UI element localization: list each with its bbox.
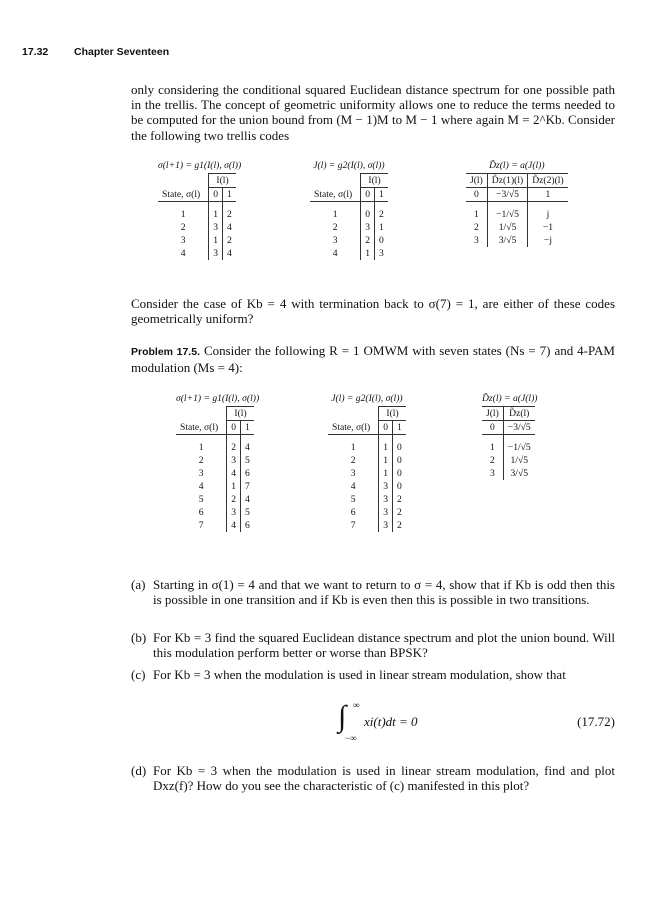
j-cell: 3 xyxy=(490,468,495,479)
value-cell: 3 xyxy=(209,221,223,234)
value-cell: 0 xyxy=(393,480,406,493)
j-cell: 0 xyxy=(482,421,503,435)
value-cell: 1 xyxy=(375,221,388,234)
value-cell: 4 xyxy=(241,493,254,506)
value-cell: 0 xyxy=(393,441,406,454)
value-cell: −j xyxy=(528,234,568,247)
input-1: 1 xyxy=(223,188,236,202)
table-row xyxy=(176,454,254,467)
part-label: (b) xyxy=(131,630,147,645)
state-header: State, σ(l) xyxy=(310,188,361,202)
value-cell: 2 xyxy=(393,506,406,519)
table-row xyxy=(482,441,535,454)
problem-statement xyxy=(131,343,615,375)
table-row xyxy=(176,506,254,519)
d-header: D̃z(l) xyxy=(503,407,534,421)
part-d xyxy=(131,763,615,793)
table-row xyxy=(482,454,535,467)
value-cell: 3 xyxy=(209,247,223,260)
table-row xyxy=(158,247,236,260)
table-row xyxy=(466,234,568,247)
state-cell: 4 xyxy=(180,248,186,259)
state-header: State, σ(l) xyxy=(158,188,209,202)
j-header: J(l) xyxy=(482,407,503,421)
table-row xyxy=(328,519,406,532)
value-cell: 2 xyxy=(227,493,241,506)
table-row xyxy=(158,221,236,234)
table-row xyxy=(328,454,406,467)
value-cell: −3/√5 xyxy=(503,421,534,435)
table-row xyxy=(176,493,254,506)
equation-number: (17.72) xyxy=(577,714,615,729)
j-cell: 2 xyxy=(474,222,479,233)
table-row xyxy=(328,480,406,493)
value-cell: 4 xyxy=(223,247,236,260)
value-cell: 1 xyxy=(361,247,375,260)
state-cell: 3 xyxy=(350,468,356,479)
value-cell: −1/√5 xyxy=(503,441,534,454)
table-row xyxy=(158,234,236,247)
table-row xyxy=(328,493,406,506)
state-cell: 2 xyxy=(198,455,204,466)
page-number: 17.32 xyxy=(22,46,49,58)
state-cell: 2 xyxy=(350,455,356,466)
state-cell: 7 xyxy=(350,520,356,531)
value-cell: 1/√5 xyxy=(487,221,527,234)
part-b xyxy=(131,630,615,660)
value-cell: 1 xyxy=(379,454,393,467)
value-cell: 5 xyxy=(241,454,254,467)
input-1: 1 xyxy=(393,421,406,435)
j-cell: 1 xyxy=(474,209,479,220)
value-cell: 4 xyxy=(227,519,241,532)
value-cell: 3/√5 xyxy=(487,234,527,247)
value-cell: j xyxy=(528,208,568,221)
table-row xyxy=(310,208,388,221)
state-cell: 5 xyxy=(198,494,204,505)
input-0: 0 xyxy=(227,421,241,435)
state-cell: 2 xyxy=(332,222,338,233)
state-header: State, σ(l) xyxy=(176,421,227,435)
state-cell: 6 xyxy=(198,507,204,518)
value-cell: 7 xyxy=(241,480,254,493)
integral-sign: ∫ xyxy=(338,700,347,733)
output-table-2 xyxy=(328,393,406,532)
value-cell: 0 xyxy=(393,454,406,467)
upper-limit: ∞ xyxy=(353,700,360,710)
table-row xyxy=(328,467,406,480)
value-cell: 0 xyxy=(361,208,375,221)
value-cell: 2 xyxy=(393,493,406,506)
running-header xyxy=(22,46,169,58)
state-cell: 7 xyxy=(198,520,204,531)
table-row xyxy=(176,480,254,493)
input-0: 0 xyxy=(379,421,393,435)
j-cell: 2 xyxy=(490,455,495,466)
value-cell: 2 xyxy=(375,208,388,221)
value-cell: 2 xyxy=(393,519,406,532)
d2-header: D̃z(2)(l) xyxy=(528,174,568,188)
table-row xyxy=(310,247,388,260)
part-label: (c) xyxy=(131,667,146,682)
input-header: I(l) xyxy=(379,407,406,421)
state-header: State, σ(l) xyxy=(328,421,379,435)
value-cell: 3 xyxy=(379,480,393,493)
state-cell: 1 xyxy=(350,442,356,453)
j-cell: 0 xyxy=(466,188,487,202)
state-cell: 3 xyxy=(180,235,186,246)
value-cell: 1 xyxy=(209,234,223,247)
j-cell: 3 xyxy=(474,235,479,246)
table-caption: D̃z(l) = a(J(l)) xyxy=(482,393,538,404)
table-row xyxy=(466,221,568,234)
part-text: Starting in σ(1) = 4 and that we want to return to σ = 4, show that if Kb is odd then this is possible in one transition and if Kb is even then this is possible in two transitions. xyxy=(153,577,615,608)
value-cell: 6 xyxy=(241,467,254,480)
value-cell: 3 xyxy=(379,519,393,532)
value-cell: 3 xyxy=(227,454,241,467)
part-label: (d) xyxy=(131,763,147,778)
input-0: 0 xyxy=(361,188,375,202)
input-header: I(l) xyxy=(227,407,254,421)
part-label: (a) xyxy=(131,577,146,592)
part-c xyxy=(131,667,615,682)
table-row xyxy=(328,441,406,454)
mapping-table-2 xyxy=(482,393,538,480)
state-cell: 4 xyxy=(332,248,338,259)
table-row xyxy=(176,467,254,480)
mapping-table-1 xyxy=(466,160,568,247)
value-cell: 1 xyxy=(379,441,393,454)
table-caption: σ(l+1) = g1(I(l), σ(l)) xyxy=(176,393,260,404)
next-state-table-2 xyxy=(176,393,259,532)
value-cell: −1 xyxy=(528,221,568,234)
input-1: 1 xyxy=(375,188,388,202)
value-cell: 6 xyxy=(241,519,254,532)
table-row xyxy=(482,421,535,435)
value-cell: 1/√5 xyxy=(503,454,534,467)
input-header: I(l) xyxy=(209,174,236,188)
table-caption: D̃z(l) = a(J(l)) xyxy=(489,160,545,171)
value-cell: 4 xyxy=(241,441,254,454)
table-row xyxy=(310,234,388,247)
question-paragraph: Consider the case of Kb = 4 with termination back to σ(7) = 1, are either of these codes geometrically uniform? xyxy=(131,296,615,327)
d1-header: D̃z(1)(l) xyxy=(487,174,527,188)
part-text: For Kb = 3 find the squared Euclidean distance spectrum and plot the union bound. Will this modulation perform better or worse than BPSK? xyxy=(153,630,615,661)
state-cell: 3 xyxy=(198,468,204,479)
integrand: xi(t)dt = 0 xyxy=(364,714,418,729)
value-cell: 3 xyxy=(361,221,375,234)
state-cell: 5 xyxy=(350,494,356,505)
value-cell: 1 xyxy=(209,208,223,221)
value-cell: 0 xyxy=(375,234,388,247)
value-cell: 1 xyxy=(379,467,393,480)
j-cell: 1 xyxy=(490,442,495,453)
value-cell: −3/√5 xyxy=(487,188,527,202)
j-header: J(l) xyxy=(466,174,487,188)
chapter-title: Chapter Seventeen xyxy=(74,46,170,58)
value-cell: 3 xyxy=(379,493,393,506)
value-cell: 3 xyxy=(375,247,388,260)
value-cell: 2 xyxy=(227,441,241,454)
table-row xyxy=(176,441,254,454)
state-cell: 6 xyxy=(350,507,356,518)
table-row xyxy=(158,208,236,221)
state-cell: 3 xyxy=(332,235,338,246)
table-caption: J(l) = g2(I(l), σ(l)) xyxy=(313,160,385,171)
intro-paragraph: only considering the conditional squared Euclidean distance spectrum for one possible path in the trellis. The concept of geometric uniformity allows one to reduce the terms needed to be computed for the union bound from (M − 1)M to M − 1 where again M = 2^Kb. Consider the following two trellis codes xyxy=(131,82,615,143)
state-cell: 2 xyxy=(180,222,186,233)
value-cell: 3/√5 xyxy=(503,467,534,480)
value-cell: −1/√5 xyxy=(487,208,527,221)
value-cell: 3 xyxy=(227,506,241,519)
input-0: 0 xyxy=(209,188,223,202)
value-cell: 4 xyxy=(223,221,236,234)
table-row xyxy=(466,208,568,221)
next-state-table-1 xyxy=(158,160,241,260)
table-row xyxy=(466,188,568,202)
state-cell: 4 xyxy=(350,481,356,492)
value-cell: 5 xyxy=(241,506,254,519)
problem-label: Problem 17.5. xyxy=(131,346,200,358)
equation-17-72 xyxy=(131,700,615,746)
table-row xyxy=(176,519,254,532)
state-cell: 4 xyxy=(198,481,204,492)
part-a xyxy=(131,577,615,607)
problem-text: Consider the following R = 1 OMWM with seven states (Ns = 7) and 4-PAM modulation (Ms = 4): xyxy=(131,343,615,376)
value-cell: 3 xyxy=(379,506,393,519)
state-cell: 1 xyxy=(180,209,186,220)
part-text: For Kb = 3 when the modulation is used in linear stream modulation, show that xyxy=(153,667,566,682)
table-caption: σ(l+1) = g1(I(l), σ(l)) xyxy=(158,160,242,171)
state-cell: 1 xyxy=(198,442,204,453)
value-cell: 1 xyxy=(528,188,568,202)
part-text: For Kb = 3 when the modulation is used in linear stream modulation, find and plot Dxz(f)? How do you see the characteristic of (c) manifested in this plot? xyxy=(153,763,615,794)
table-row xyxy=(482,467,535,480)
table-row xyxy=(310,221,388,234)
table-caption: J(l) = g2(I(l), σ(l)) xyxy=(331,393,403,404)
input-1: 1 xyxy=(241,421,254,435)
input-header: I(l) xyxy=(361,174,388,188)
state-cell: 1 xyxy=(332,209,338,220)
table-row xyxy=(328,506,406,519)
value-cell: 0 xyxy=(393,467,406,480)
value-cell: 1 xyxy=(227,480,241,493)
output-table-1 xyxy=(310,160,388,260)
lower-limit: −∞ xyxy=(345,733,357,743)
value-cell: 4 xyxy=(227,467,241,480)
value-cell: 2 xyxy=(223,208,236,221)
value-cell: 2 xyxy=(223,234,236,247)
value-cell: 2 xyxy=(361,234,375,247)
